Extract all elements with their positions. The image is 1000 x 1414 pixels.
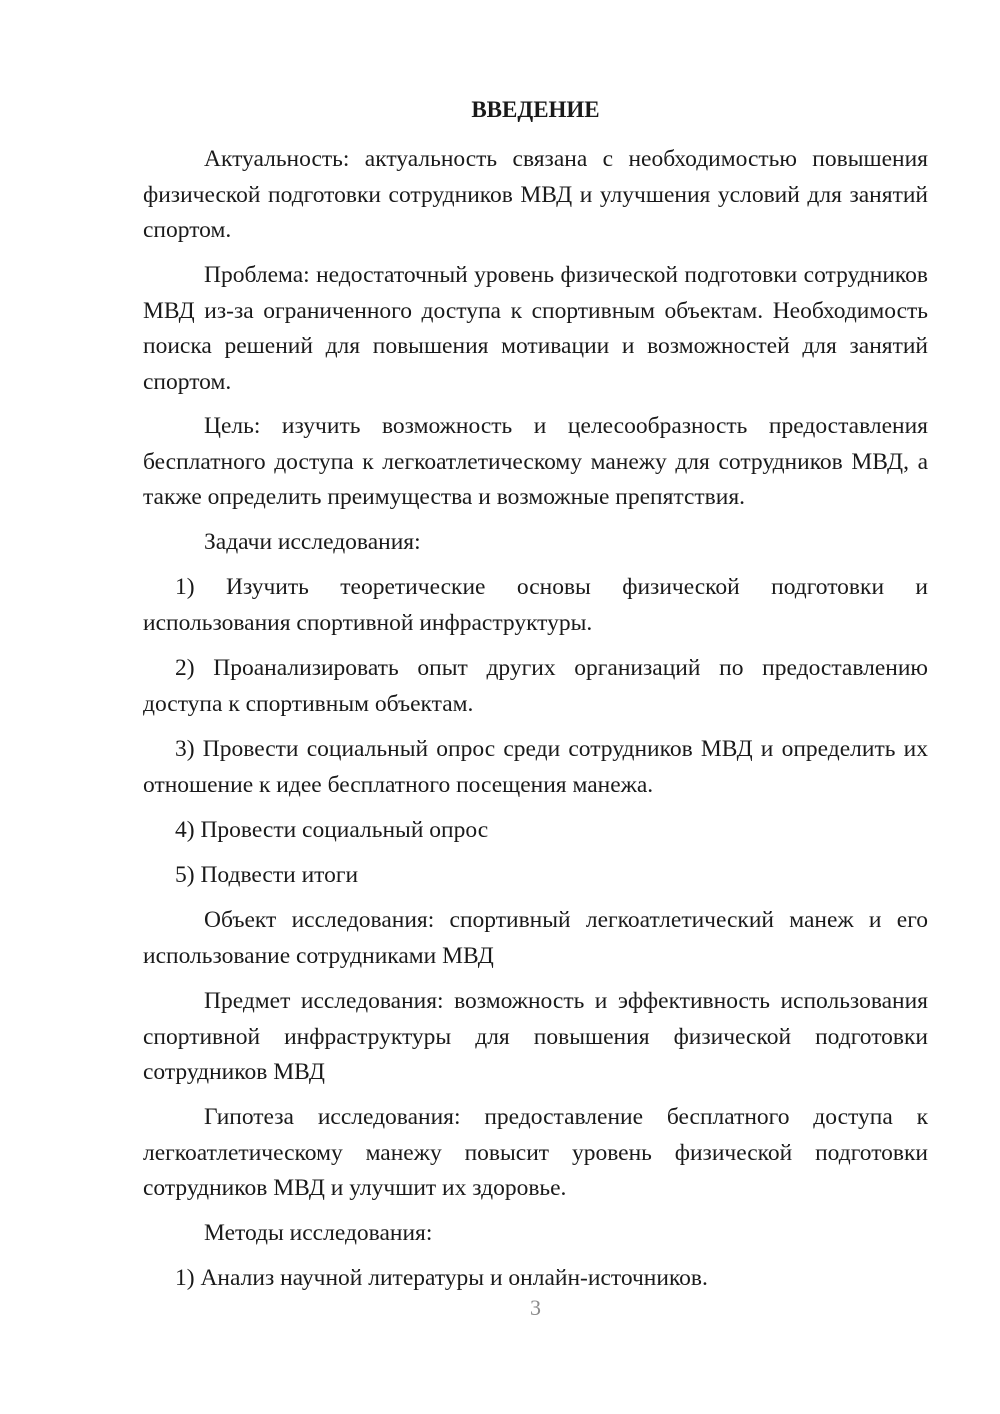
paragraph-methods-heading: Методы исследования:: [204, 1220, 433, 1246]
paragraph-relevance: Актуальность: актуальность связана с необходимостью повышения физической подготовки сотрудников МВД и улучшения условий для занятий спортом.: [143, 146, 928, 243]
list-item-task-4: 4) Провести социальный опрос: [175, 817, 489, 843]
list-item-task-5: 5) Подвести итоги: [175, 862, 359, 888]
paragraph-object: Объект исследования: спортивный легкоатлетический манеж и его использование сотрудниками МВД: [143, 907, 928, 969]
section-title: ВВЕДЕНИЕ: [471, 97, 600, 122]
paragraph-problem: Проблема: недостаточный уровень физической подготовки сотрудников МВД из-за ограниченного доступа к спортивным объектам. Необходимость поиска решений для повышения мотивации и возможностей для занятий спортом.: [143, 262, 928, 395]
document-page: [143, 0, 928, 1414]
paragraph-subject: Предмет исследования: возможность и эффективность использования спортивной инфраструктуры для повышения физической подготовки сотрудников МВД: [143, 988, 928, 1085]
list-item-task-2: 2) Проанализировать опыт других организаций по предоставлению доступа к спортивным объектам.: [143, 655, 928, 717]
paragraph-goal: Цель: изучить возможность и целесообразность предоставления бесплатного доступа к легкоатлетическому манежу для сотрудников МВД, а также определить преимущества и возможные препятствия.: [143, 413, 928, 510]
list-item-task-3: 3) Провести социальный опрос среди сотрудников МВД и определить их отношение к идее бесплатного посещения манежа.: [143, 736, 928, 798]
paragraph-hypothesis: Гипотеза исследования: предоставление бесплатного доступа к легкоатлетическому манежу повысит уровень физической подготовки сотрудников МВД и улучшит их здоровье.: [143, 1104, 928, 1201]
page-number: 3: [530, 1295, 541, 1320]
list-item-task-1: 1) Изучить теоретические основы физической подготовки и использования спортивной инфраструктуры.: [143, 574, 928, 636]
paragraph-tasks-heading: Задачи исследования:: [204, 529, 421, 555]
list-item-method-1: 1) Анализ научной литературы и онлайн-источников.: [175, 1265, 708, 1291]
